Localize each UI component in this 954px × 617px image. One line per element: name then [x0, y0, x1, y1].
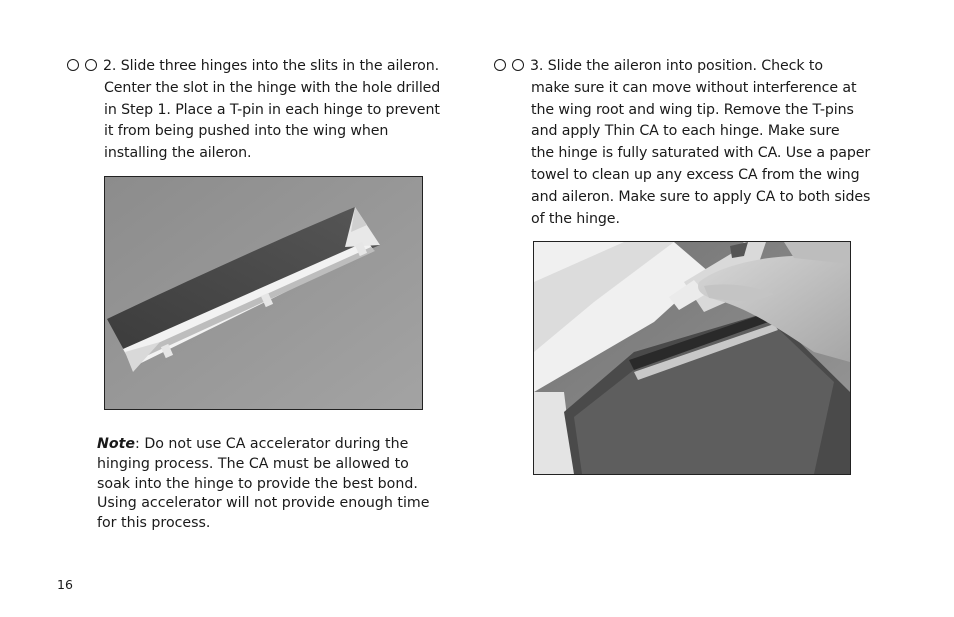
step-2-line-5: installing the aileron. [104, 145, 252, 162]
checkbox-circle-icon [512, 59, 524, 71]
note-line-1: : Do not use CA accelerator during the [135, 436, 409, 452]
page-number: 16 [57, 577, 73, 592]
step-3-line-4: and apply Thin CA to each hinge. Make sure [531, 123, 840, 140]
step-2-number: 2. [103, 58, 117, 74]
step-3-line-8: of the hinge. [531, 210, 620, 227]
step-2-line-1: Slide three hinges into the slits in the aileron. [120, 58, 440, 74]
step-2-checkboxes [67, 58, 97, 70]
checkbox-circle-icon [494, 59, 506, 71]
step-2-line-4: it from being pushed into the wing when [104, 123, 389, 140]
note-line-3: soak into the hinge to provide the best bond. [97, 475, 418, 492]
note-label: Note [97, 436, 136, 452]
aileron-hinges-photo [104, 176, 423, 410]
step-3-checkboxes [494, 58, 524, 70]
step-3-line-1: Slide the aileron into position. Check to [547, 58, 823, 74]
step-3-line-5: the hinge is fully saturated with CA. Use a paper [531, 145, 871, 162]
step-3-line-7: and aileron. Make sure to apply CA to both sides [531, 188, 871, 205]
note-line-4: Using accelerator will not provide enough time [97, 495, 430, 512]
checkbox-circle-icon [85, 59, 97, 71]
note-paragraph [97, 435, 429, 534]
applying-ca-photo [533, 241, 851, 475]
step-3-line-3: the wing root and wing tip. Remove the T-pins [531, 101, 854, 118]
step-2-line-2: Center the slot in the hinge with the hole drilled [104, 79, 441, 96]
step-3-number: 3. [530, 58, 544, 74]
checkbox-circle-icon [67, 59, 79, 71]
step-3-line-6: towel to clean up any excess CA from the wing [531, 166, 860, 183]
step-3-line-2: make sure it can move without interference at [531, 79, 857, 96]
note-line-2: hinging process. The CA must be allowed to [97, 455, 409, 472]
step-2-instructions [67, 56, 440, 165]
step-3-instructions [494, 56, 870, 230]
step-2-line-3: in Step 1. Place a T-pin in each hinge to prevent [104, 101, 440, 118]
note-line-5: for this process. [97, 515, 211, 532]
